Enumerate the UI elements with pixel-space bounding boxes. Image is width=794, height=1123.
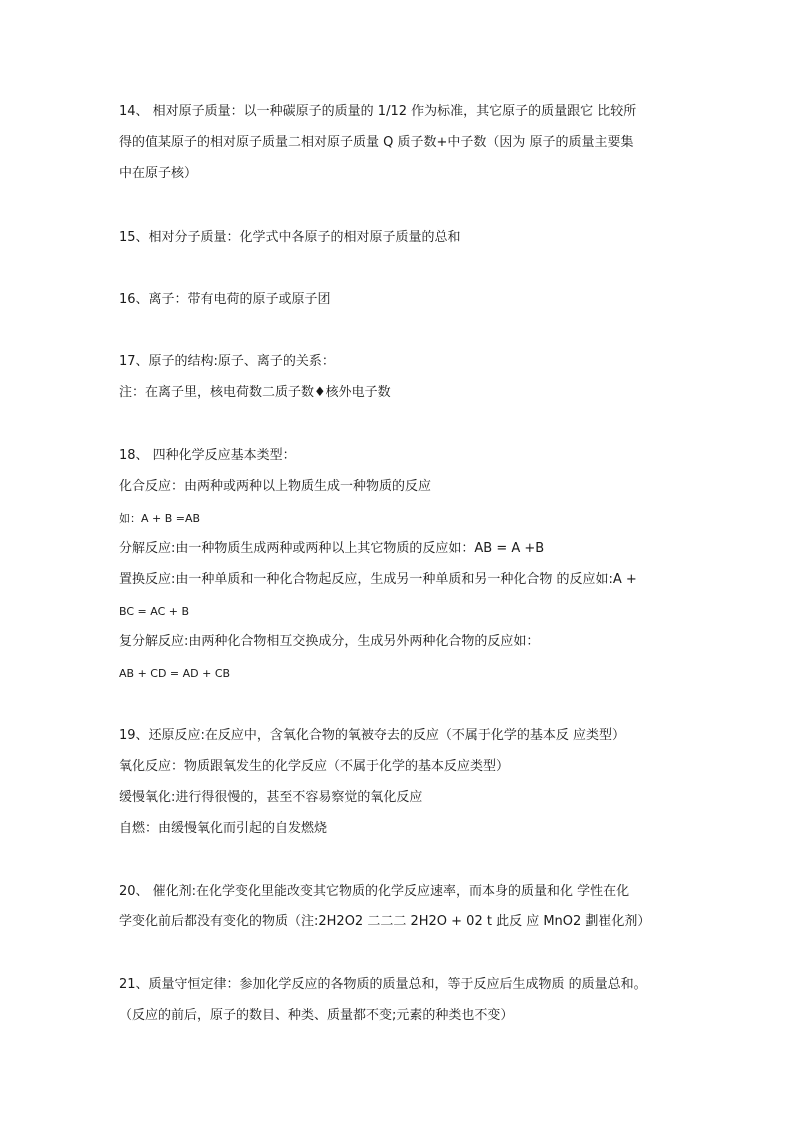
text-line-18-g: 复分解反应:由两种化合物相互交换成分，生成另外两种化合物的反应如： [119, 634, 540, 649]
text-line-19-b: 氧化反应：物质跟氧发生的化学反应（不属于化学的基本反应类型） [119, 759, 510, 774]
text-line-18-e: 置换反应:由一种单质和一种化合物起反应，生成另一种单质和另一种化合物 的反应如:A + [119, 572, 637, 587]
text-line-20-a: 20、 催化剂:在化学变化里能改变其它物质的化学反应速率，而本身的质量和化 学性在化 [119, 884, 630, 899]
text-line-14-c: 中在原子核） [119, 166, 198, 181]
text-line-14-a: 14、 相对原子质量：以一种碳原子的质量的 1/12 作为标准，其它原子的质量跟它 比较所 [119, 104, 637, 119]
text-line-18-c: 如：A + B =AB [119, 512, 201, 525]
text-line-18-f: BC = AC + B [119, 605, 190, 618]
text-line-21-b: （反应的前后，原子的数目、种类、质量都不变;元素的种类也不变） [119, 1008, 514, 1023]
text-line-19-c: 缓慢氧化:进行得很慢的，甚至不容易察觉的氧化反应 [119, 790, 423, 805]
text-line-20-b: 学变化前后都没有变化的物质（注:2H2O2 二二二 2H2O + 02 t 此反 应 MnO2 劃崔化剂） [119, 914, 651, 929]
text-line-14-b: 得的值某原子的相对原子质量二相对原子质量 Q 质子数+中子数（因为 原子的质量主要集 [119, 135, 634, 150]
text-line-18-h: AB + CD = AD + CB [119, 667, 231, 680]
text-line-19-d: 自燃：由缓慢氧化而引起的自发燃烧 [119, 821, 328, 836]
text-line-18-b: 化合反应：由两种或两种以上物质生成一种物质的反应 [119, 479, 432, 494]
text-line-21-a: 21、质量守恒定律：参加化学反应的各物质的质量总和，等于反应后生成物质 的质量总和。 [119, 977, 647, 992]
text-line-18-a: 18、 四种化学反应基本类型： [119, 448, 296, 463]
text-line-17-a: 17、原子的结构:原子、离子的关系： [119, 354, 335, 369]
text-line-15: 15、相对分子质量：化学式中各原子的相对原子质量的总和 [119, 230, 461, 245]
text-line-16: 16、离子：带有电荷的原子或原子团 [119, 292, 331, 307]
text-line-18-d: 分解反应:由一种物质生成两种或两种以上其它物质的反应如：AB = A +B [119, 541, 545, 556]
text-line-19-a: 19、还原反应:在反应中，含氧化合物的氧被夺去的反应（不属于化学的基本反 应类型） [119, 728, 626, 743]
text-line-17-b: 注：在离子里，核电荷数二质子数♦核外电子数 [119, 385, 391, 400]
